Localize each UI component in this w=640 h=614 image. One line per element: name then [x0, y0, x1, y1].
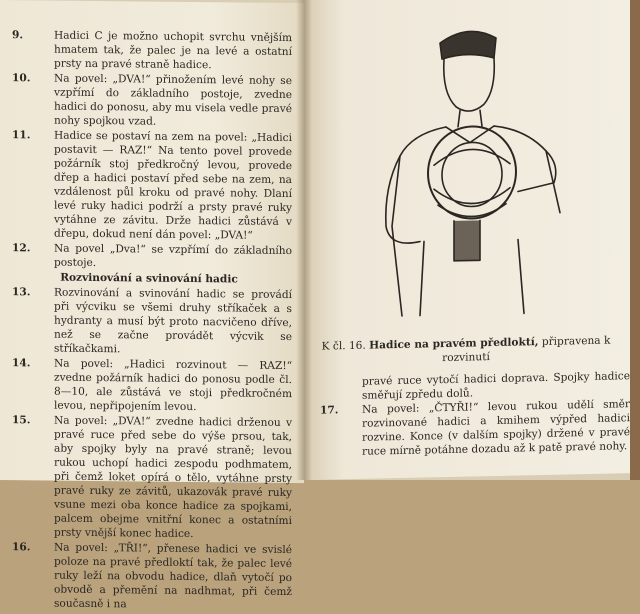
- left-arm-outline: [386, 156, 420, 244]
- paragraph-text: Na povel: „DVA!“ zvedne hadici drženou v pravé ruce před sebe do výše prsou, tak, aby spojky byly na pravé straně; levou rukou uchopí hadici zespodu podhmatem, při čemž loket opírá o tělo, vytáhne prsty pravé ruky ze závitů, ukazovák pravé ruky vsune mezi oba konce hadice za spojkami, palcem obejme vnitřní konec a ostatními prsty vnější konec hadice.: [54, 414, 292, 541]
- neck-outline: [458, 110, 482, 127]
- paragraph-number: 12.: [12, 242, 31, 255]
- paragraph-number: 9.: [12, 29, 24, 42]
- paragraph-16: [6, 540, 292, 613]
- right-page-text: [314, 369, 630, 461]
- cap-outline: [440, 31, 496, 59]
- paragraph-11: [6, 128, 292, 243]
- paragraph-17: [314, 397, 630, 460]
- left-page-text: [6, 28, 292, 614]
- paragraph-number: 17.: [320, 404, 339, 417]
- paragraph-text: Hadice se postaví na zem na povel: „Hadici postavit — RAZ!“ Na tento povel provede požárník stoj předkročný levou, provede dřep a hadici postaví před sebe na zem, na vzdálenost půl kroku od pravé nohy. Dlaní levé ruky hadici podrží a prsty pravé ruky vytáhne ze závitu. Drže hadici zůstává v dřepu, dokud není dán povel: „DVA!“: [54, 129, 292, 242]
- caption-title: Hadice na pravém předloktí,: [369, 336, 539, 352]
- continuation-text: pravé ruce vytočí hadici doprava. Spojky hadice směřují zpředu dolů.: [362, 370, 630, 402]
- paragraph-text: Na povel: „DVA!“ přinožením levé nohy se vzpřímí do základního postoje, zvedne hadici do ponosu, aby mu visela vedle pravé nohy spojkou vzad.: [54, 72, 292, 128]
- paragraph-number: 13.: [12, 286, 31, 299]
- caption-rest: připravena k rozvinutí: [442, 334, 611, 365]
- paragraph-text: Na povel: „ČTYŘI!“ levou rukou udělí směr rozvinované hadici a kmihem výpřed hadici rozvine. Konce (v dalším spojky) držené v pravé ruce mírně potáhne dozadu až k patě pravé nohy.: [362, 398, 630, 458]
- left-page: [0, 0, 304, 611]
- head-outline: [444, 58, 495, 112]
- paragraph-13: [6, 285, 292, 358]
- caption-label: K čl. 16.: [321, 339, 366, 353]
- paragraph-12: [6, 241, 292, 272]
- figure-caption: [316, 333, 616, 367]
- coupling-outline: [454, 220, 480, 261]
- right-page: [304, 0, 640, 480]
- section-heading: Rozvinování a svinování hadic: [60, 271, 238, 286]
- paragraph-14: [6, 356, 292, 415]
- paragraph-number: 14.: [12, 357, 31, 370]
- book-cover-edge: [630, 0, 640, 480]
- paragraph-text: Na povel „Dva!“ se vzpřímí do základního postoje.: [54, 242, 292, 270]
- paragraph-number: 16.: [12, 541, 31, 554]
- paragraph-number: 11.: [12, 129, 31, 142]
- paragraph-10: [6, 71, 292, 130]
- paragraph-15: [6, 413, 292, 542]
- paragraph-text: Rozvinování a svinování hadic se provádí při výcviku se všemi druhy stříkaček a s hydranty a musí být proto nacvičeno dříve, než se začne provádět výcvik se stříkačkami.: [54, 286, 292, 356]
- book-gutter: [296, 0, 312, 480]
- paragraph-text: Na povel: „Hadici rozvinout — RAZ!“ zvedne požárník hadici do ponosu podle čl. 8—10, ale zůstává ve stoji předkročném levou, nepřipojením levou.: [54, 357, 292, 414]
- hose-coil-inner: [442, 142, 502, 207]
- paragraph-number: 10.: [12, 72, 31, 85]
- paragraph-9: [6, 28, 292, 73]
- paragraph-text: Hadici C je možno uchopit svrchu vnějším hmatem tak, že palec je na levé a ostatní prsty na pravé straně hadice.: [54, 29, 292, 72]
- firefighter-illustration: [328, 12, 608, 338]
- paragraph-text: Na povel: „TŘI!“, přenese hadici ve svislé poloze na pravé předloktí tak, že palec levé ruky leží na obvodu hadice, dlaň vytočí po obvodě a přemění na nadhmat, při čemž současně i na: [54, 541, 292, 611]
- paragraph-number: 15.: [12, 414, 31, 427]
